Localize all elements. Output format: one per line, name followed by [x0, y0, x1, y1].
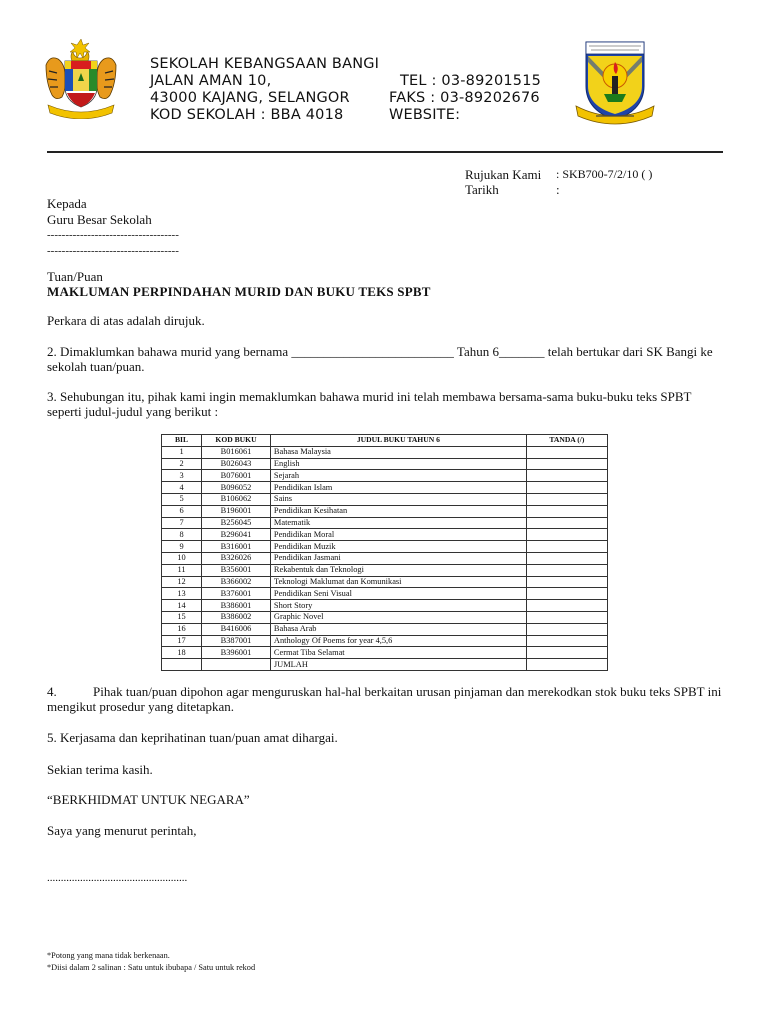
cell-tanda	[526, 517, 607, 529]
total-label: JUMLAH	[270, 659, 526, 671]
table-row	[162, 505, 608, 517]
cell-bil: 15	[162, 611, 202, 623]
cell-kod-buku: B387001	[202, 635, 271, 647]
cell-bil: 8	[162, 529, 202, 541]
cell-tanda	[526, 446, 607, 458]
cell-tanda	[526, 588, 607, 600]
cell-bil: 10	[162, 552, 202, 564]
cell-bil: 18	[162, 647, 202, 659]
paragraph-2: 2. Dimaklumkan bahawa murid yang bernama _________________________ Tahun 6_______ telah bertukar dari SK Bangi ke sekolah tuan/puan.	[47, 344, 713, 374]
school-address-line1: JALAN AMAN 10,	[150, 73, 272, 89]
cell-bil: 4	[162, 482, 202, 494]
cell-bil: 1	[162, 446, 202, 458]
recipient-line-1: ------------------------------------	[47, 229, 179, 241]
cell-kod-buku: B196001	[202, 505, 271, 517]
cell-judul: Pendidikan Muzik	[270, 541, 526, 553]
cell-bil: 16	[162, 623, 202, 635]
cell-bil: 11	[162, 564, 202, 576]
paragraph-3: 3. Sehubungan itu, pihak kami ingin memaklumkan bahawa murid ini telah membawa bersama-sama buku-buku teks SPBT seperti judul-judul yang berikut :	[47, 389, 692, 419]
cell-judul: Bahasa Arab	[270, 623, 526, 635]
tarikh-value: :	[556, 182, 560, 197]
school-code: KOD SEKOLAH : BBA 4018	[150, 107, 344, 123]
cell-judul: Cermat Tiba Selamat	[270, 647, 526, 659]
cell-judul: Pendidikan Moral	[270, 529, 526, 541]
cell-tanda	[526, 659, 607, 671]
letter-subject: MAKLUMAN PERPINDAHAN MURID DAN BUKU TEKS SPBT	[47, 284, 431, 299]
cell-judul: Pendidikan Jasmani	[270, 552, 526, 564]
closing: Sekian terima kasih.	[47, 762, 153, 777]
signature-line: ...................................................	[47, 872, 188, 884]
cell-tanda	[526, 647, 607, 659]
cell-kod-buku: B386002	[202, 611, 271, 623]
cell-bil: 14	[162, 600, 202, 612]
cell-bil: 9	[162, 541, 202, 553]
cell-tanda	[526, 576, 607, 588]
paragraph-5: 5. Kerjasama dan keprihatinan tuan/puan amat dihargai.	[47, 730, 338, 745]
table-row	[162, 517, 608, 529]
table-total-row	[162, 659, 608, 671]
header-kod-buku: KOD BUKU	[202, 435, 271, 447]
signoff: Saya yang menurut perintah,	[47, 823, 197, 838]
book-table	[161, 434, 608, 671]
school-tel: TEL : 03-89201515	[400, 73, 542, 89]
table-row	[162, 493, 608, 505]
cell-kod-buku: B096052	[202, 482, 271, 494]
footnote-2: *Diisi dalam 2 salinan : Satu untuk ibubapa / Satu untuk rekod	[47, 963, 256, 972]
cell-tanda	[526, 482, 607, 494]
paragraph-1: Perkara di atas adalah dirujuk.	[47, 313, 205, 328]
cell-judul: Sejarah	[270, 470, 526, 482]
cell-kod-buku: B026043	[202, 458, 271, 470]
rujukan-value: : SKB700-7/2/10 ( )	[556, 167, 653, 181]
cell-judul: Sains	[270, 493, 526, 505]
cell-judul: Pendidikan Kesihatan	[270, 505, 526, 517]
table-row	[162, 564, 608, 576]
cell-tanda	[526, 470, 607, 482]
cell-kod-buku: B326026	[202, 552, 271, 564]
cell-bil: 12	[162, 576, 202, 588]
cell-judul: Matematik	[270, 517, 526, 529]
school-name: SEKOLAH KEBANGSAAN BANGI	[150, 56, 380, 72]
rujukan-label: Rujukan Kami	[465, 167, 542, 182]
table-header-row	[162, 435, 608, 447]
cell-kod-buku: B016061	[202, 446, 271, 458]
cell-bil: 7	[162, 517, 202, 529]
cell-judul: Rekabentuk dan Teknologi	[270, 564, 526, 576]
school-website: WEBSITE:	[389, 107, 461, 123]
cell-kod-buku: B106062	[202, 493, 271, 505]
cell-tanda	[526, 600, 607, 612]
cell-bil: 6	[162, 505, 202, 517]
cell-judul: English	[270, 458, 526, 470]
table-row	[162, 647, 608, 659]
cell-kod-buku: B376001	[202, 588, 271, 600]
table-row	[162, 470, 608, 482]
table-row	[162, 635, 608, 647]
header-tanda: TANDA (/)	[526, 435, 607, 447]
cell-bil: 5	[162, 493, 202, 505]
paragraph-4-number: 4.	[47, 684, 57, 699]
cell-judul: Bahasa Malaysia	[270, 446, 526, 458]
cell-tanda	[526, 458, 607, 470]
school-address-line2: 43000 KAJANG, SELANGOR	[150, 90, 350, 106]
cell-kod-buku: B076001	[202, 470, 271, 482]
cell-bil: 3	[162, 470, 202, 482]
cell-tanda	[526, 611, 607, 623]
school-crest-logo	[574, 40, 656, 128]
cell-judul: Pendidikan Seni Visual	[270, 588, 526, 600]
table-row	[162, 588, 608, 600]
table-row	[162, 611, 608, 623]
table-row	[162, 482, 608, 494]
kepada-label: Kepada	[47, 196, 87, 211]
table-row	[162, 458, 608, 470]
table-row	[162, 623, 608, 635]
cell-tanda	[526, 623, 607, 635]
cell-judul: Pendidikan Islam	[270, 482, 526, 494]
cell-judul: Anthology Of Poems for year 4,5,6	[270, 635, 526, 647]
cell-kod-buku: B256045	[202, 517, 271, 529]
cell-judul: Short Story	[270, 600, 526, 612]
school-faks: FAKS : 03-89202676	[389, 90, 540, 106]
recipient-line-2: ------------------------------------	[47, 245, 179, 257]
cell-tanda	[526, 493, 607, 505]
table-row	[162, 446, 608, 458]
paragraph-4: Pihak tuan/puan dipohon agar menguruskan hal-hal berkaitan urusan pinjaman dan merekodkan stok buku teks SPBT ini mengikut prosedur yang ditetapkan.	[47, 684, 722, 714]
header-bil: BIL	[162, 435, 202, 447]
cell-kod-buku: B386001	[202, 600, 271, 612]
cell-bil: 17	[162, 635, 202, 647]
cell-bil: 13	[162, 588, 202, 600]
cell-judul: Graphic Novel	[270, 611, 526, 623]
header-judul: JUDUL BUKU TAHUN 6	[270, 435, 526, 447]
cell-tanda	[526, 529, 607, 541]
cell-tanda	[526, 505, 607, 517]
footnote-1: *Potong yang mana tidak berkenaan.	[47, 951, 170, 960]
cell-tanda	[526, 635, 607, 647]
header-divider	[47, 151, 723, 153]
motto: “BERKHIDMAT UNTUK NEGARA”	[47, 792, 250, 807]
table-row	[162, 576, 608, 588]
cell-kod-buku: B356001	[202, 564, 271, 576]
cell-bil	[162, 659, 202, 671]
table-row	[162, 529, 608, 541]
table-row	[162, 600, 608, 612]
cell-tanda	[526, 564, 607, 576]
tarikh-label: Tarikh	[465, 182, 499, 197]
cell-kod-buku	[202, 659, 271, 671]
cell-tanda	[526, 541, 607, 553]
coat-of-arms-logo	[40, 37, 122, 119]
salutation: Tuan/Puan	[47, 269, 103, 284]
recipient-title: Guru Besar Sekolah	[47, 212, 152, 227]
cell-kod-buku: B396001	[202, 647, 271, 659]
cell-kod-buku: B366002	[202, 576, 271, 588]
cell-judul: Teknologi Maklumat dan Komunikasi	[270, 576, 526, 588]
cell-kod-buku: B416006	[202, 623, 271, 635]
cell-kod-buku: B296041	[202, 529, 271, 541]
cell-kod-buku: B316001	[202, 541, 271, 553]
cell-bil: 2	[162, 458, 202, 470]
cell-tanda	[526, 552, 607, 564]
table-row	[162, 552, 608, 564]
table-row	[162, 541, 608, 553]
